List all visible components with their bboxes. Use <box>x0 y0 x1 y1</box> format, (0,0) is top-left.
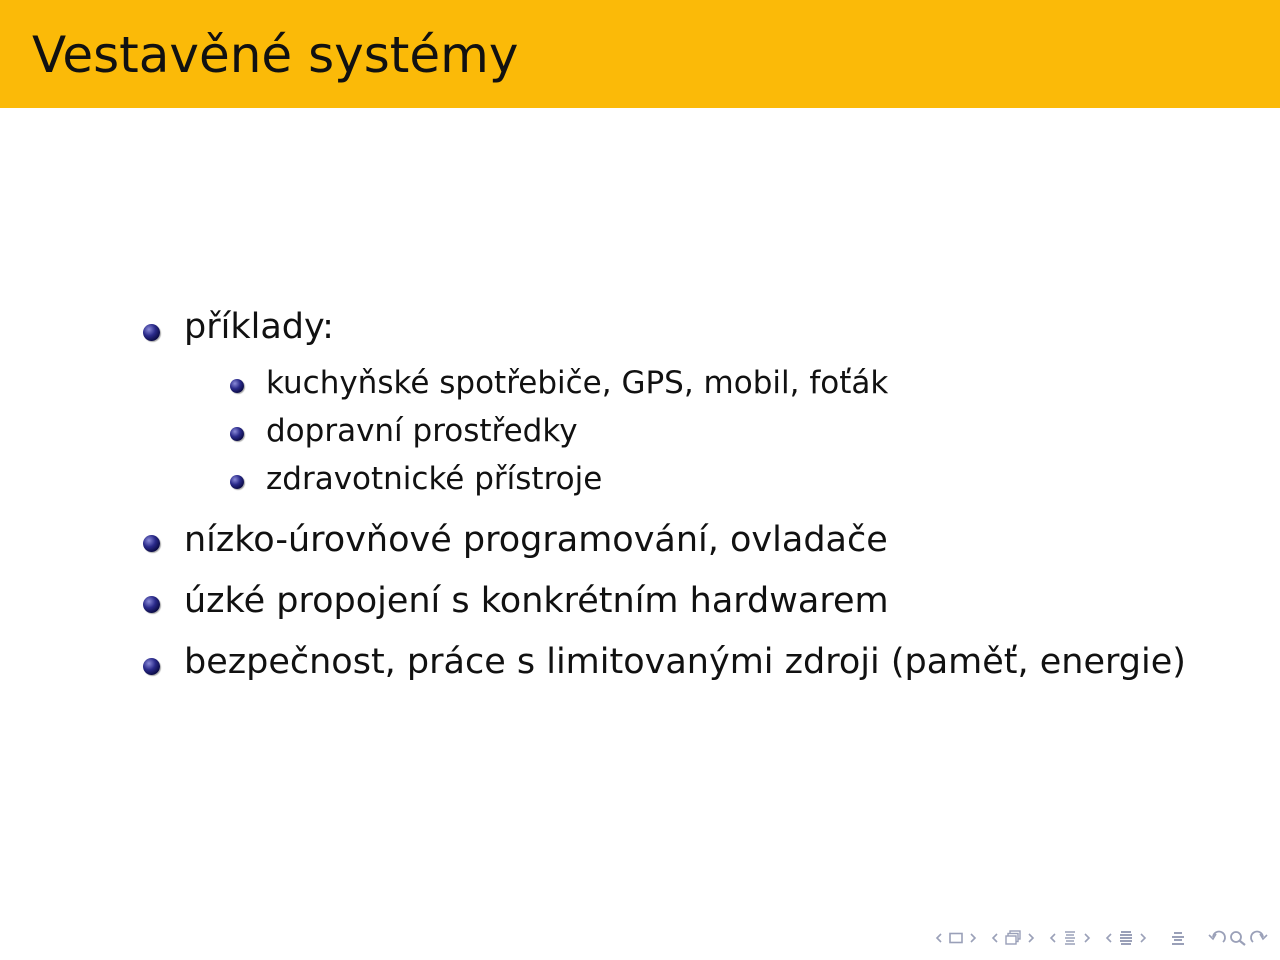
sub-bullet-icon <box>230 427 244 441</box>
appendix-icon[interactable] <box>1168 926 1188 950</box>
bullet-icon <box>143 596 160 613</box>
sub-item-medical: zdravotnické přístroje <box>266 461 603 497</box>
search-icon[interactable] <box>1228 926 1248 950</box>
section-icon[interactable] <box>1060 926 1080 950</box>
prev-section-icon[interactable] <box>1046 926 1060 950</box>
sub-item-transport: dopravní prostředky <box>266 413 578 449</box>
bullet-icon <box>143 658 160 675</box>
bullet-item-low-level: nízko-úrovňové programování, ovladače <box>184 520 888 560</box>
prev-document-icon[interactable] <box>1102 926 1116 950</box>
bullet-icon <box>143 324 160 341</box>
sub-item-appliances: kuchyňské spotřebiče, GPS, mobil, foťák <box>266 365 889 401</box>
bullet-item-examples: příklady: <box>184 307 334 347</box>
prev-frame-icon[interactable] <box>932 926 946 950</box>
back-icon[interactable] <box>1206 926 1228 950</box>
next-section-icon[interactable] <box>1080 926 1094 950</box>
next-frame-icon[interactable] <box>966 926 980 950</box>
bullet-item-security: bezpečnost, práce s limitovanými zdroji (paměť, energie) <box>184 642 1186 682</box>
sub-bullet-icon <box>230 379 244 393</box>
bullet-item-hardware: úzké propojení s konkrétním hardwarem <box>184 581 889 621</box>
document-icon[interactable] <box>1116 926 1136 950</box>
next-document-icon[interactable] <box>1136 926 1150 950</box>
frame-icon[interactable] <box>946 926 966 950</box>
sub-bullet-icon <box>230 475 244 489</box>
subsection-icon[interactable] <box>1002 926 1024 950</box>
bullet-icon <box>143 535 160 552</box>
forward-icon[interactable] <box>1248 926 1270 950</box>
slide-title: Vestavěné systémy <box>32 26 519 84</box>
navigation-bar <box>932 926 1270 950</box>
prev-subsection-icon[interactable] <box>988 926 1002 950</box>
next-subsection-icon[interactable] <box>1024 926 1038 950</box>
